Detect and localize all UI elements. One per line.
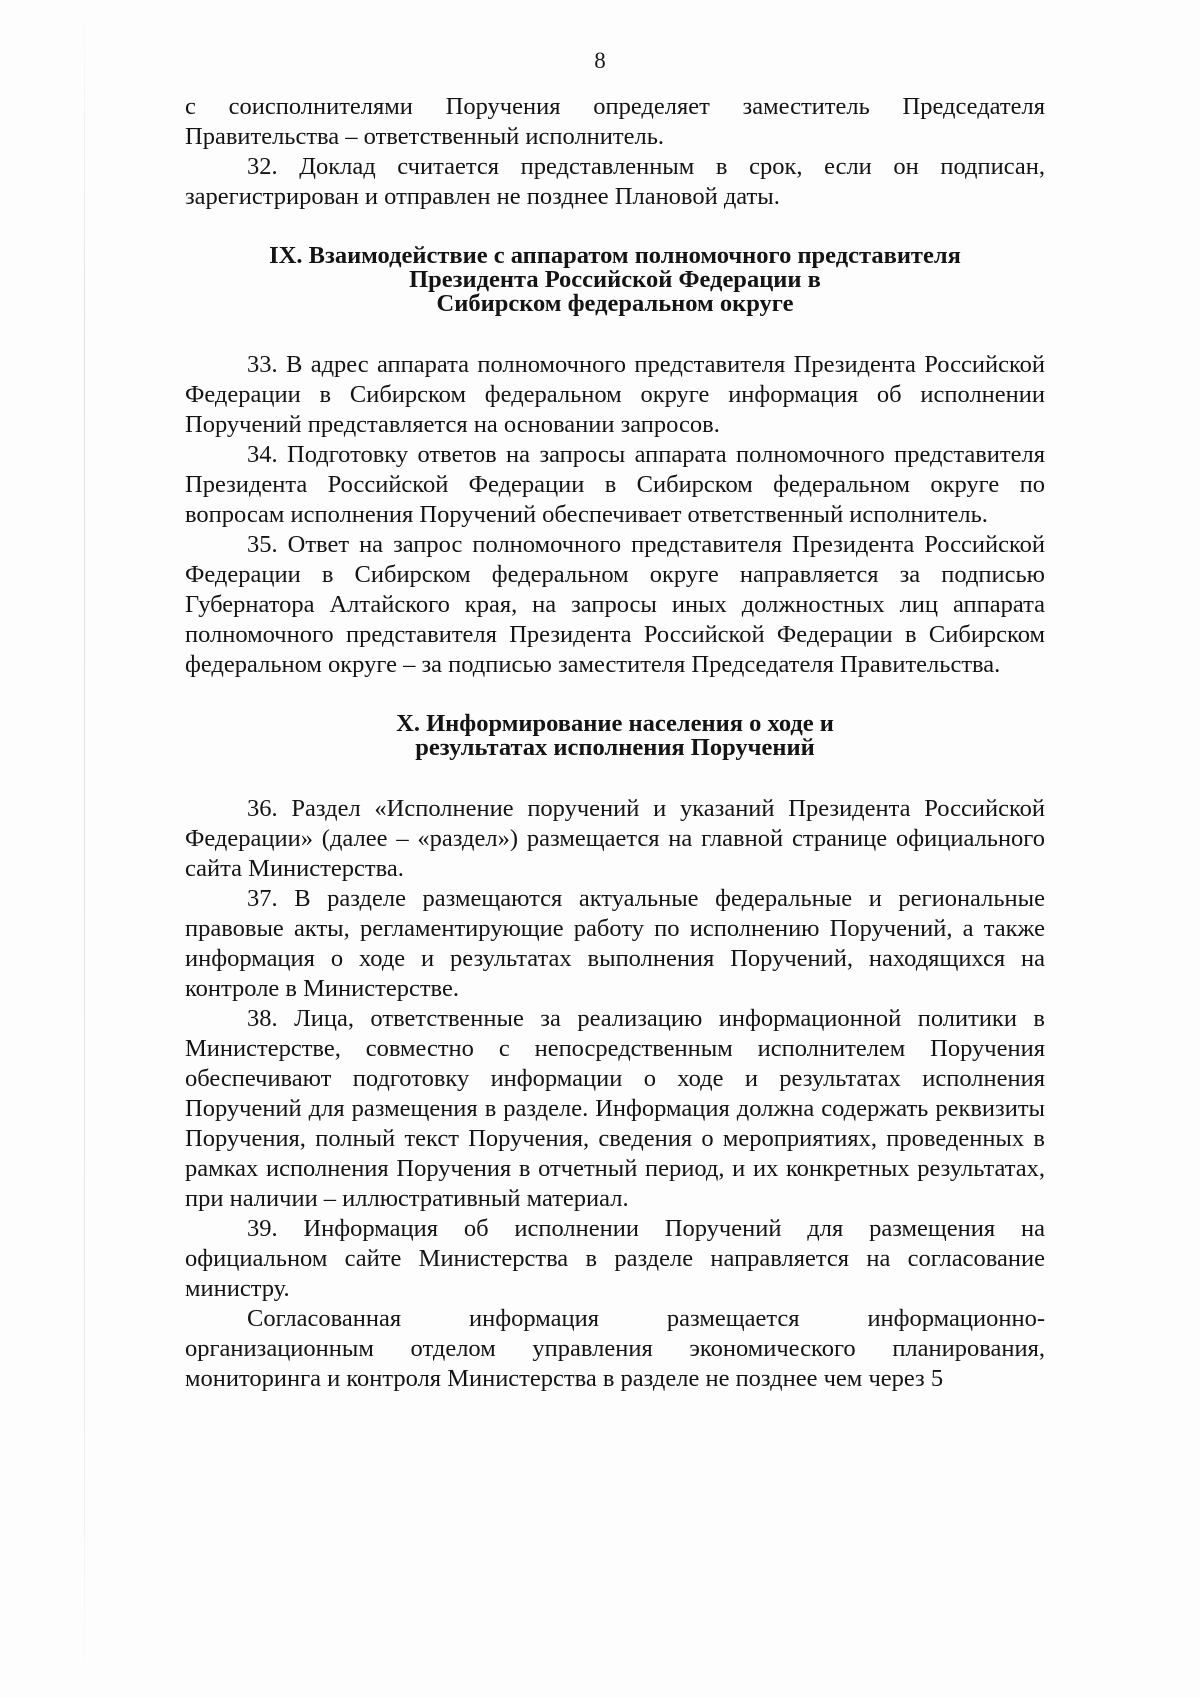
scan-edge-line <box>84 0 85 1697</box>
section-heading-line: Сибирском федеральном округе <box>436 290 794 317</box>
document-body <box>185 92 1045 1394</box>
paragraph-35: 35. Ответ на запрос полномочного представителя Президента Российской Федерации в Сибирском федеральном округе направляется за подписью Губернатора Алтайского края, на запросы иных должностных лиц аппарата полномочного представителя Президента Российской Федерации в Сибирском федеральном округе – за подписью заместителя Председателя Правительства. <box>185 531 1045 678</box>
page-number: 8 <box>594 48 606 73</box>
paragraph-continuation: с соисполнителями Поручения определяет заместитель Председателя Правительства – ответственный исполнитель. <box>185 93 1045 150</box>
paragraph-32: 32. Доклад считается представленным в срок, если он подписан, зарегистрирован и отправлен не позднее Плановой даты. <box>185 153 1045 210</box>
paragraph-37: 37. В разделе размещаются актуальные федеральные и региональные правовые акты, регламентирующие работу по исполнению Поручений, а также информация о ходе и результатах выполнения Поручений, находящихся на контроле в Министерстве. <box>185 885 1045 1002</box>
paragraph-39: 39. Информация об исполнении Поручений для размещения на официальном сайте Министерства в разделе направляется на согласование министру. <box>185 1215 1045 1302</box>
section-heading-ix <box>185 244 1045 316</box>
section-heading-line: IX. Взаимодействие с аппаратом полномочного представителя <box>269 242 961 269</box>
paragraph-36: 36. Раздел «Исполнение поручений и указаний Президента Российской Федерации» (далее – «раздел») размещается на главной странице официального сайта Министерства. <box>185 795 1045 882</box>
section-heading-line: Президента Российской Федерации в <box>409 266 821 293</box>
section-heading-line: X. Информирование населения о ходе и <box>396 710 834 737</box>
paragraph-33: 33. В адрес аппарата полномочного представителя Президента Российской Федерации в Сибирском федеральном округе информация об исполнении Поручений представляется на основании запросов. <box>185 351 1045 438</box>
paragraph-34: 34. Подготовку ответов на запросы аппарата полномочного представителя Президента Российской Федерации в Сибирском федеральном округе по вопросам исполнения Поручений обеспечивает ответственный исполнитель. <box>185 441 1045 528</box>
section-heading-line: результатах исполнения Поручений <box>415 734 815 761</box>
paragraph-38: 38. Лица, ответственные за реализацию информационной политики в Министерстве, совместно с непосредственным исполнителем Поручения обеспечивают подготовку информации о ходе и результатах исполнения Поручений для размещения в разделе. Информация должна содержать реквизиты Поручения, полный текст Поручения, сведения о мероприятиях, проведенных в рамках исполнения Поручения в отчетный период, и их конкретных результатах, при наличии – иллюстративный материал. <box>185 1005 1045 1212</box>
paragraph-agreed-info: Согласованная информация размещается информационно-организационным отделом управления экономического планирования, мониторинга и контроля Министерства в разделе не позднее чем через 5 <box>185 1305 1045 1392</box>
section-heading-x <box>185 712 1045 760</box>
